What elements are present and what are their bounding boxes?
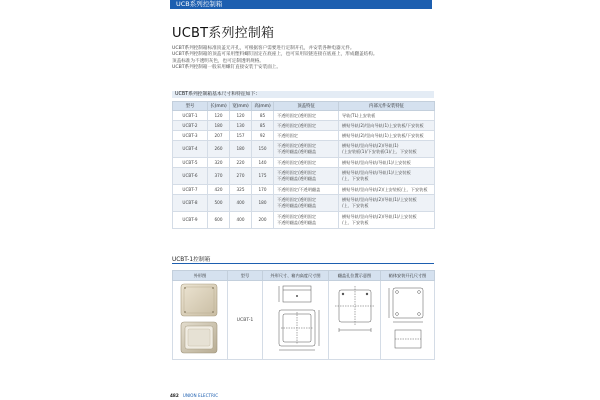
width-cell: 325 (230, 185, 252, 195)
mount-cell (339, 111, 435, 121)
height-cell: 175 (252, 168, 274, 185)
spec-row (173, 131, 435, 141)
intro-line: UCBT系列控制箱标准顶盖无开孔，可根据客户需要进行定制开孔，并安装各种电器元件。 (172, 46, 355, 51)
spec-row (173, 212, 435, 229)
enclosure-open-photo (181, 322, 217, 353)
cover-cell-line: 不透明固定/不透明翻盖 (277, 186, 321, 192)
page-title: UCBT系列控制箱 (172, 26, 275, 41)
length-cell: 600 (208, 212, 230, 229)
cover-cell (274, 185, 339, 195)
width-cell: 157 (230, 131, 252, 141)
cover-cell-line: 不透明翻盖/透明翻盖 (277, 203, 317, 208)
spec-section-heading (172, 91, 434, 98)
page-number: 482 (170, 393, 179, 398)
height-cell: 85 (252, 121, 274, 131)
height-cell: 150 (252, 141, 274, 158)
width-cell: 270 (230, 168, 252, 185)
spec-col-length: 长(mm) (208, 102, 230, 111)
model-col-mounting-cutout: 箱体安装开孔尺寸图 (381, 271, 435, 281)
length-cell: 180 (208, 121, 230, 131)
model-name-cell: UCBT-1 (228, 281, 263, 360)
intro-line: 顶盖标准为不透明灰色，也可定制透明规格。 (172, 58, 264, 64)
dimension-drawing-cell (263, 281, 329, 360)
cover-cell (274, 158, 339, 168)
spec-col-model: 型号 (173, 102, 208, 111)
mount-cell-line: /上、下安装板 (342, 176, 369, 181)
product-photo-cell (173, 281, 228, 360)
cover-cell-line: 不透明固定/透明固定 (277, 112, 317, 118)
cover-cell-line: 不透明翻盖/透明翻盖 (277, 176, 317, 181)
height-cell: 140 (252, 158, 274, 168)
width-cell: 220 (230, 158, 252, 168)
enclosure-photo (174, 281, 226, 357)
mount-cell (339, 141, 435, 158)
hole-position-cell (329, 281, 381, 360)
enclosure-closed-photo (181, 284, 217, 316)
spec-row (173, 185, 435, 195)
mount-cell (339, 195, 435, 212)
height-cell: 92 (252, 131, 274, 141)
width-cell: 130 (230, 121, 252, 131)
width-cell: 120 (230, 111, 252, 121)
model-col-model: 型号 (228, 271, 263, 281)
cover-cell-line: 不透明固定/透明固定 (277, 159, 317, 165)
model-cell: UCBT-9 (173, 212, 208, 229)
mount-cell (339, 131, 435, 141)
spec-table-body (173, 111, 435, 229)
mount-cell-line: /上安装板(1)/下安装板(1)/上、下安装板 (342, 149, 417, 154)
cover-cell-line: 不透明固定/透明固定 (277, 214, 317, 220)
model-table-header (173, 271, 435, 281)
width-cell: 400 (230, 195, 252, 212)
model-col-hole-position: 翻盖孔位置示意图 (329, 271, 381, 281)
spec-col-mount: 内部元件安装特征 (339, 102, 435, 111)
model-col-photo: 外形图 (173, 271, 228, 281)
length-cell: 260 (208, 141, 230, 158)
cover-cell (274, 121, 339, 131)
height-cell: 170 (252, 185, 274, 195)
mount-cell (339, 158, 435, 168)
spec-section-title: UCBT系列控制箱基本尺寸和特征如下： (175, 92, 261, 97)
mount-cell-line: 横贴导轨/竖向导轨(2)/导轨(1)/上安装板 (342, 197, 417, 203)
mount-cell (339, 185, 435, 195)
height-cell: 200 (252, 212, 274, 229)
model-cell: UCBT-4 (173, 141, 208, 158)
model-cell: UCBT-8 (173, 195, 208, 212)
cover-cell-line: 不透明翻盖/透明翻盖 (277, 149, 317, 154)
model-table (172, 270, 435, 360)
mounting-cutout-cell (381, 281, 435, 360)
dimension-drawing (265, 282, 327, 356)
spec-col-cover: 顶盖特征 (274, 102, 339, 111)
height-cell: 180 (252, 195, 274, 212)
mount-cell-line: 横贴导轨/竖向导轨/导轨(1)/上安装板 (342, 159, 411, 165)
mount-cell-line: 横贴导轨(2)/竖向导轨(1)上安装板/下安装板 (342, 122, 424, 128)
spec-row (173, 195, 435, 212)
model-cell: UCBT-1 (173, 111, 208, 121)
cover-cell (274, 141, 339, 158)
model-cell: UCBT-5 (173, 158, 208, 168)
cover-cell (274, 168, 339, 185)
model-cell: UCBT-3 (173, 131, 208, 141)
mount-cell-line: 横贴导轨(2)/竖向导轨(1)上安装板/下安装板 (342, 132, 424, 138)
mount-cell (339, 168, 435, 185)
mount-cell-line: 横贴导轨/竖向导轨(2)/导轨(1)/上安装板 (342, 214, 417, 220)
length-cell: 120 (208, 111, 230, 121)
model-section-title: UCBT-1控制箱 (172, 257, 211, 263)
section-divider (172, 263, 434, 264)
spec-col-width: 宽(mm) (230, 102, 252, 111)
length-cell: 500 (208, 195, 230, 212)
cover-cell (274, 131, 339, 141)
mounting-cutout-drawing (383, 282, 433, 356)
mount-cell-line: /上、下安装板 (342, 220, 369, 225)
mount-cell-line: 横贴导轨/竖向导轨/导轨(1)/上安装板 (342, 170, 411, 176)
mount-cell (339, 121, 435, 131)
spec-table-header (173, 102, 435, 111)
width-cell: 180 (230, 141, 252, 158)
spec-row (173, 121, 435, 131)
length-cell: 370 (208, 168, 230, 185)
intro-text (172, 46, 432, 72)
spec-table (172, 101, 435, 229)
mount-cell-line: /上、下安装板 (342, 203, 369, 208)
spec-row (173, 158, 435, 168)
page-footer (170, 393, 218, 398)
model-cell: UCBT-2 (173, 121, 208, 131)
model-cell: UCBT-7 (173, 185, 208, 195)
length-cell: 320 (208, 158, 230, 168)
length-cell: 207 (208, 131, 230, 141)
cover-cell-line: 不透明固定 (277, 132, 298, 138)
mount-cell-line: 横贴导轨/竖向导轨(2)/上安装板/上、下安装板 (342, 186, 428, 192)
cover-cell-line: 不透明固定/透明固定 (277, 197, 317, 203)
cover-cell-line: 不透明固定/透明固定 (277, 143, 317, 149)
hole-position-drawing (331, 282, 379, 356)
model-cell: UCBT-6 (173, 168, 208, 185)
cover-cell (274, 111, 339, 121)
height-cell: 85 (252, 111, 274, 121)
cover-cell (274, 212, 339, 229)
spec-row (173, 168, 435, 185)
intro-line: UCBT系列控制箱的顶盖可采用塑料螺钉固定在底座上，也可采用铰链连接在底座上，形成翻盖结构。 (172, 52, 378, 58)
cover-cell-line: 不透明翻盖/透明翻盖 (277, 220, 317, 225)
mount-cell-line: 导轨(TL)上安装板 (342, 112, 376, 118)
header-tab-label: UCB系列控制箱 (176, 0, 223, 8)
model-col-dimensions: 外形尺寸、箱内高度尺寸图 (263, 271, 329, 281)
model-table-row (173, 281, 435, 360)
brand-name: UNION ELECTRIC (182, 393, 219, 398)
intro-line: UCBT系列控制箱一般采用螺钉直接安装于安装面上。 (172, 65, 281, 71)
spec-row (173, 111, 435, 121)
mount-cell (339, 212, 435, 229)
mount-cell-line: 横贴导轨/竖向导轨(2)/导轨(1) (342, 143, 399, 149)
spec-row (173, 141, 435, 158)
cover-cell-line: 不透明固定/透明固定 (277, 170, 317, 176)
width-cell: 400 (230, 212, 252, 229)
cover-cell (274, 195, 339, 212)
length-cell: 420 (208, 185, 230, 195)
cover-cell-line: 不透明固定/透明固定 (277, 122, 317, 128)
spec-col-height: 高(mm) (252, 102, 274, 111)
header-tab (170, 0, 432, 9)
